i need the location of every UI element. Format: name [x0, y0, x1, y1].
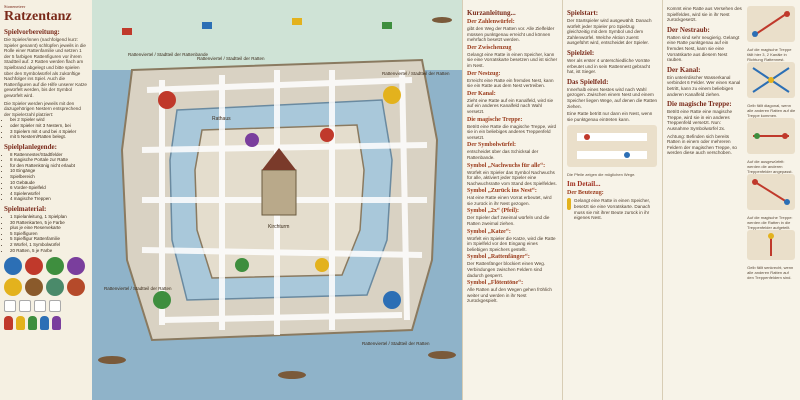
diagram-caption: Die Pfeile zeigen die möglichen Wege.: [567, 172, 636, 178]
rule-title: Der Zwischenzug: [467, 44, 512, 51]
nest-green-2: [235, 258, 249, 272]
legend-item: • 8 Rattennester/Stadtfelder: [10, 152, 88, 158]
players-item: • oder Spieler mit 3 Nestern, bei: [10, 123, 88, 129]
legend-heading: Spielplanlegende:: [4, 142, 57, 151]
field-diagram: [567, 125, 657, 167]
nest-red-2: [320, 128, 334, 142]
rule-title: Symbol „Nachwuchs für alle“:: [467, 162, 546, 169]
token-grid: [4, 257, 88, 296]
diagram-rat: [768, 233, 774, 239]
diagram-block: [747, 62, 796, 118]
diagram-rat: [584, 134, 590, 140]
die: [34, 300, 46, 312]
rule-section: [467, 163, 558, 187]
pawn-figure: [52, 316, 61, 330]
material-item: • 5 Spielfiguren: [10, 231, 88, 237]
rule-section: [467, 91, 558, 115]
rule-title: Symbol „Zurück ins Nest“:: [467, 188, 537, 195]
left-panel: [0, 0, 92, 400]
players-list: [4, 117, 88, 139]
nest-yellow-2: [315, 258, 329, 272]
rule-text: Erreicht eine Ratte ein fremdes Nest, kann sie ein Ratte aus dem Nest vertreiben.: [467, 77, 554, 89]
rule-section: [467, 19, 558, 43]
die: [19, 300, 31, 312]
rules-column-1: [462, 0, 562, 400]
legend-list: [4, 152, 88, 202]
rule-section: [467, 229, 558, 253]
nest-purple: [245, 133, 259, 147]
rule-text: Der Spieler darf zweimal würfeln und die Ratten zweimal ziehen.: [467, 215, 550, 227]
prep-text-2: Die Spieler werden jeweils mit den dazugehörigen Nestern entsprechend der Spielerzahl platziert:: [4, 100, 81, 117]
diagram-caption: Auf die magische Treppe: werden die Ratten in die Treppenfelder aufgeteilt.: [747, 215, 793, 230]
material-heading: Spielmaterial:: [4, 205, 47, 214]
board-label: Kirchturm: [268, 224, 290, 230]
die: [4, 300, 16, 312]
board-label: Rattenviertel / Stadtteil der Ratten: [197, 56, 265, 61]
board-label: Rattenviertel / Stadtteil der Ratten: [362, 341, 430, 346]
rat-token: [46, 278, 64, 296]
rat-token: [25, 257, 43, 275]
players-item: • 3 Spielern mit 4 und bei 4 Spieler: [10, 129, 88, 135]
legend-item: • 10 Gebäude: [10, 180, 88, 186]
rules3-main: [667, 6, 796, 280]
dice-row: [4, 300, 88, 312]
rule-title: Symbol „2x“ (Pfeil):: [467, 208, 519, 215]
pawn-figure: [16, 316, 25, 330]
game-board: [92, 0, 462, 400]
material-item: • 2 Würfel, 1 Symbolwürfel: [10, 242, 88, 248]
booty-text: Gelangt eine Ratte in einen Speicher, besetzt sie eine Vorratskarte. Danach muss sie mit ihrer Beute zurück in ihr eigenes Nest.: [573, 198, 651, 221]
rule-text: Zieht eine Ratte auf ein Kanalfeld, wird sie auf ein anderes Kanalfeld nach Wahl versetzt.: [467, 97, 554, 114]
canal-heading: Der Kanal:: [667, 65, 701, 74]
boat: [428, 351, 456, 359]
rules3-diagrams: [747, 6, 796, 280]
nest-red: [158, 91, 176, 109]
diagram-path: [577, 151, 647, 159]
diagram-rat: [784, 199, 790, 205]
boat: [278, 371, 306, 379]
rule-title: Der Zahlenwürfel:: [467, 19, 515, 25]
rule-section: [467, 208, 558, 226]
die: [49, 300, 61, 312]
rule-title: Der Kanal:: [467, 90, 496, 97]
flag: [382, 22, 392, 29]
diagram-caption: Auf die magische Treppe fällt hier 3, 2 Kanäle in Richtung Rattennest.: [747, 47, 792, 62]
rule-text: Hat eine Ratte einen Vorrat erbeutet, wird sie zurück in ihr Nest gezogen.: [467, 195, 552, 206]
legend-item: • 4 Spielerwürfel: [10, 191, 88, 197]
boat: [432, 17, 452, 23]
warning-text: Achtung: Befinden sich bereits Ratten in einem oder mehreren Feldern der magischen Treppe, so werden diese auch verschoben.: [667, 133, 737, 156]
diagram-rat: [768, 77, 774, 83]
legend-item: • 8 magische Portale zur Ratte: [10, 157, 88, 163]
pawn-row: [4, 316, 88, 330]
pawn-figure: [4, 316, 13, 330]
pawn-figure: [28, 316, 37, 330]
material-item: • 20 Ratten, 5 je Farbe: [10, 248, 88, 254]
legend-item: • für den Rattenkönig nicht erlaubt: [10, 163, 88, 169]
diagram-rat: [624, 152, 630, 158]
legend-item: • 6 Vorder-Spielfeld: [10, 185, 88, 191]
rule-text: entscheidet über das Schicksal der Rattenbande.: [467, 149, 539, 160]
rule-text: Alle Ratten auf den Wegen gehen fröhlich weiter und werden in ihr Nest zurückgespielt.: [467, 287, 552, 304]
rule-section: [467, 280, 558, 304]
rat-token: [67, 257, 85, 275]
material-item: • 5 Spielfigur Rattenfamilie: [10, 236, 88, 242]
rule-section: [467, 117, 558, 141]
board-map: [92, 0, 462, 400]
rat-token: [67, 278, 85, 296]
board-label: Rattenviertel / Stadtteil der Rattenbande: [128, 52, 209, 57]
short-rules-heading: Kurzanleitung...: [467, 9, 516, 17]
rule-section: [467, 45, 558, 69]
rat-token: [4, 278, 22, 296]
field-text: Innerhalb eines Nestes wird nach Wahl gezogen. Zwischen einem Nest und einem Speicher liegen Wege, auf denen die Ratten ziehen.: [567, 86, 658, 109]
rules-column-2: [562, 0, 662, 400]
title-small: Stoneneteer: [4, 4, 26, 9]
booty-rule: [567, 198, 658, 220]
rat-token: [4, 257, 22, 275]
rule-section: [467, 142, 558, 160]
stairs-diagram: [747, 174, 795, 210]
rule-text: Gelangt eine Ratte in einen Speicher, kann sie eine Vorratskarte besetzen und ist sicher im Nest.: [467, 51, 558, 68]
diagram-caption: Gelb fällt diagonal, wenn alle anderen Ratten auf die Treppe kommen.: [747, 103, 796, 118]
rat-token: [46, 257, 64, 275]
nest-text: Ratten sind sehr neugierig. Gelangt eine Ratte punktgenau auf ein fremdes Nest, kann sie eine Vorratskarte aus diesem Nest rauben.: [667, 34, 740, 63]
prep-text: Die Spieler/innen (nachfolgend kurz: Spieler genannt) schlüpfen jeweils in die Rolle einer Rattenfamilie und setzen 1 der 5 farbigen Rattenfiguren vor ihrem Stadtteil auf. 2 Ratten werden flach am Spielbrand abgelegt und bitte spielen über den Symbolwürfel als zukünftige Nachfolger ins Spiel. Auch die Rattenfiguren auf die Hilfe unserer Katze gewürfelt werden, bis der Symbol gewürfelt wird.: [4, 37, 87, 98]
stairs-diagram: [747, 230, 795, 260]
rule-title: Die magische Treppe:: [467, 116, 523, 123]
diagram-block: [747, 118, 796, 174]
rule-text: Der Rattenfänger blockiert einen Weg. Verbindungen zwischen Feldern sind dadurch gesperrt.: [467, 261, 546, 278]
stairs-diagram: [747, 6, 795, 42]
start-heading: Spielstart:: [567, 9, 599, 17]
rule-text: Würfelt ein Spieler das Symbol Nachwuchs für alle, aktiviert jeder Spieler eine Nachwuchsratte vom Stand des Spielfeldes.: [467, 169, 557, 186]
church: [262, 170, 296, 215]
intro-text: Kommt eine Ratte aus Versehen des Spielfeldes, wird sie in ihr Nest zurückgesetzt.: [667, 6, 742, 23]
stairs-diagram: [747, 62, 795, 98]
diagram-caption: Gelb fällt senkrecht, wenn alle anderen Ratten auf den Treppenfeldern sind.: [747, 265, 794, 280]
diagram-block: [747, 6, 796, 62]
booty-heading: Der Beutezug:: [567, 190, 604, 197]
diagram-rat: [782, 133, 788, 139]
diagram-caption: Auf die ausgewürfelt: werden die anderen Treppenfelder angepasst.: [747, 159, 793, 174]
rule-section: [467, 71, 558, 89]
rule-title: Symbol „Rattenfänger“:: [467, 254, 530, 261]
canal-text: Ein unterirdischer Wasserkanal verbindet 6 Felder. Wer einen Kanal betritt, kann zu einem beliebigen anderen Kanalfeld ziehen.: [667, 74, 741, 97]
rule-section: [467, 254, 558, 278]
legend-item: • 4 magische Treppen: [10, 196, 88, 202]
rat-token: [25, 278, 43, 296]
pawn-figure: [40, 316, 49, 330]
rule-title: Symbol „Flötentöne“:: [467, 280, 524, 287]
sky-area: [92, 0, 462, 70]
nest-yellow: [383, 86, 401, 104]
stairs-diagram: [747, 118, 795, 154]
flag: [292, 18, 302, 25]
nest-heading: Der Nestraub:: [667, 25, 710, 34]
detail-heading: Im Detail...: [567, 180, 601, 189]
board-label: Rathaus: [212, 116, 231, 122]
diagram-rat: [754, 133, 760, 139]
material-item: • 30 Rattenkarten, 5 je Farbe: [10, 220, 88, 226]
entrance-text: Eine Ratte betritt nur dann ein Nest, wenn sie punktgenau eintreten kann.: [567, 111, 653, 122]
legend-item: • Spielbereich: [10, 174, 88, 180]
rule-title: Der Nestzug:: [467, 70, 501, 77]
players-item: • mit 5 Nestern/Ratten belegt.: [10, 134, 88, 140]
diagram-block: [747, 174, 796, 230]
rules3-text-column: [667, 6, 743, 280]
board-label: Rattenviertel / Stadtteil der Ratten: [382, 71, 450, 76]
rule-text: Betritt eine Ratte die magische Treppe, wird sie in ein beliebiges anderes Treppenfeld versetzt.: [467, 123, 557, 140]
cheese-icon: [567, 198, 571, 210]
players-item: • bei 2 Spieler wird: [10, 117, 88, 123]
start-text: Der Startspieler wird ausgewählt. Danach würfelt jeder Spieler pro Spielzug gleichzeitig mit dem Symbol und dem Zahlenwürfel. Welche Aktion zuerst ausgeführt wird, entscheidet der Spieler.: [567, 18, 652, 46]
rule-text: gibt den Weg der Ratten vor. Alle Zielfelder müssen punktgenau erreicht und können mehrfach besetzt werden.: [467, 26, 555, 43]
material-item: • plus je eine Reservekarte: [10, 225, 88, 231]
rule-title: Symbol „Katze“:: [467, 228, 511, 235]
legend-item: • 10 Eingänge: [10, 168, 88, 174]
stairs-text: Betritt eine Ratte eine magische Treppe, wird sie in ein anderes Treppenfeld versetzt. Nun: Ausnahme Symbolwürfel 2x.: [667, 109, 733, 131]
rule-text: Würfelt ein Spieler die Katze, wird die Ratte im Spielfeld vor den Eingang eines beliebigen Speichers gestellt.: [467, 235, 556, 252]
field-heading: Das Spielfeld:: [567, 77, 609, 86]
diagram-rat: [752, 31, 758, 37]
diagram-bg: [567, 125, 657, 167]
nest-green: [153, 291, 171, 309]
flag: [122, 28, 132, 35]
diagram-block: [747, 230, 796, 280]
diagram-rat: [784, 11, 790, 17]
material-item: • 1 Spielanleitung, 1 Spielplan: [10, 214, 88, 220]
material-list: [4, 214, 88, 253]
rule-section: [467, 188, 558, 206]
rules-column-3: [662, 0, 800, 400]
game-title: Ratzentanz: [4, 9, 72, 24]
goal-text: Wer als erster 4 unterschiedliche Vorräte erbeutet und in sein Rattennest gebracht hat, ist Sieger.: [567, 57, 650, 75]
board-label: Rattenviertel / Stadtteil der Ratten: [104, 286, 172, 291]
prep-heading: Spielvorbereitung:: [4, 28, 60, 36]
stairs-heading: Die magische Treppe:: [667, 100, 732, 109]
goal-heading: Spielziel:: [567, 48, 595, 57]
boat: [98, 356, 126, 364]
rule-title: Der Symbolwürfel:: [467, 142, 517, 149]
diagram-rat: [752, 179, 758, 185]
nest-blue: [383, 291, 401, 309]
flag: [202, 22, 212, 29]
